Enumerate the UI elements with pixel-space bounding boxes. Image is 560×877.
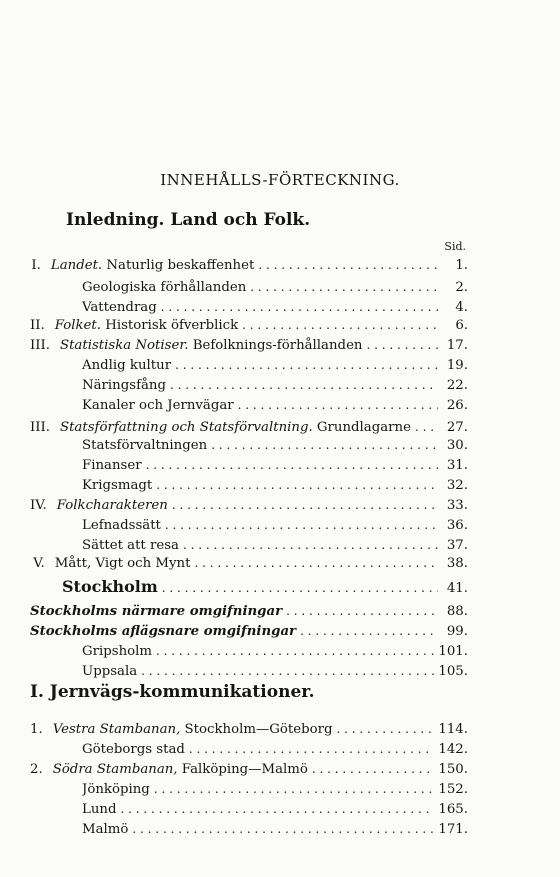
page-number: 22. bbox=[446, 378, 468, 393]
section-heading-jernvags: I. Jernvägs-kommunikationer. bbox=[30, 682, 315, 702]
toc-entry bbox=[30, 256, 468, 274]
page-number: 36. bbox=[446, 518, 468, 533]
leader-dots bbox=[156, 642, 434, 660]
leader-dots bbox=[172, 496, 438, 514]
entry-italic-title: Landet. bbox=[50, 258, 103, 273]
toc-entry bbox=[82, 298, 468, 316]
entry-label bbox=[82, 279, 246, 296]
leader-dots bbox=[161, 298, 438, 316]
toc-entry bbox=[82, 642, 468, 660]
entry-label bbox=[82, 517, 161, 534]
entry-number: III. bbox=[30, 420, 50, 435]
entry-label bbox=[30, 623, 296, 640]
toc-entry bbox=[30, 496, 468, 514]
toc-entry bbox=[82, 516, 468, 534]
entry-text: Mått, Vigt och Mynt bbox=[54, 556, 191, 571]
entry-label bbox=[53, 761, 308, 778]
leader-dots bbox=[194, 554, 438, 572]
leader-dots bbox=[300, 622, 438, 640]
entry-label bbox=[62, 578, 158, 596]
leader-dots bbox=[367, 336, 439, 354]
entry-text: Gripsholm bbox=[82, 644, 152, 659]
page-number: 2. bbox=[455, 280, 468, 295]
entry-italic-title: Folket. bbox=[54, 318, 101, 333]
page-number: 142. bbox=[438, 742, 468, 757]
leader-dots bbox=[250, 278, 438, 296]
entry-text: Stockholm—Göteborg bbox=[180, 722, 333, 737]
page-number: 171. bbox=[438, 822, 468, 837]
entry-label bbox=[82, 457, 142, 474]
entry-label bbox=[82, 643, 152, 660]
page-number: 150. bbox=[438, 762, 468, 777]
toc-entry bbox=[82, 278, 468, 296]
toc-entry bbox=[82, 536, 468, 554]
leader-dots bbox=[154, 780, 435, 798]
page-number: 26. bbox=[446, 398, 468, 413]
leader-dots bbox=[312, 760, 435, 778]
entry-label bbox=[51, 257, 254, 274]
entry-text: Statsförvaltningen bbox=[82, 438, 208, 453]
entry-label bbox=[82, 663, 137, 680]
toc-entry bbox=[82, 800, 468, 818]
entry-label bbox=[82, 477, 152, 494]
page-title: INNEHÅLLS-FÖRTECKNING. bbox=[160, 171, 400, 189]
entry-label bbox=[53, 721, 333, 738]
leader-dots bbox=[336, 720, 434, 738]
entry-text: Befolknings-förhållanden bbox=[188, 338, 363, 353]
page-number: 99. bbox=[446, 624, 468, 639]
page-number: 152. bbox=[438, 782, 468, 797]
page-number: 27. bbox=[446, 420, 468, 435]
entry-text: Uppsala bbox=[82, 664, 138, 679]
leader-dots bbox=[165, 516, 438, 534]
leader-dots bbox=[141, 662, 434, 680]
entry-text: Lefnadssätt bbox=[82, 518, 161, 533]
page-number: 32. bbox=[446, 478, 468, 493]
leader-dots bbox=[242, 316, 438, 334]
page-number: 114. bbox=[438, 722, 468, 737]
entry-number: IV. bbox=[30, 498, 47, 513]
toc-entry bbox=[82, 436, 468, 454]
entry-text: Falköping—Malmö bbox=[177, 762, 308, 777]
toc-entry bbox=[82, 396, 468, 414]
page-number: 17. bbox=[446, 338, 468, 353]
toc-entry bbox=[30, 554, 468, 572]
entry-number: V. bbox=[33, 556, 45, 571]
entry-label bbox=[30, 603, 282, 620]
entry-label bbox=[57, 497, 168, 514]
entry-italic-title: Stockholms närmare omgifningar bbox=[30, 604, 283, 619]
toc-entry bbox=[82, 456, 468, 474]
entry-label bbox=[60, 419, 411, 436]
leader-dots bbox=[162, 579, 438, 596]
toc-entry bbox=[30, 336, 468, 354]
toc-entry bbox=[82, 740, 468, 758]
toc-entry bbox=[82, 376, 468, 394]
page-number: 6. bbox=[455, 318, 468, 333]
entry-text: Geologiska förhållanden bbox=[82, 280, 247, 295]
page-number: 33. bbox=[446, 498, 468, 513]
page-number: 38. bbox=[446, 556, 468, 571]
entry-number: I. bbox=[31, 258, 41, 273]
entry-text: Historisk öfverblick bbox=[101, 318, 239, 333]
toc-entry bbox=[82, 780, 468, 798]
entry-number: 1. bbox=[30, 722, 43, 737]
leader-dots bbox=[211, 436, 438, 454]
entry-label bbox=[82, 741, 185, 758]
toc-entry bbox=[30, 622, 468, 640]
section-heading-inledning: Inledning. Land och Folk. bbox=[66, 210, 311, 230]
entry-italic-title: Södra Stambanan, bbox=[52, 762, 178, 777]
toc-entry bbox=[82, 356, 468, 374]
entry-text: Stockholm bbox=[62, 578, 158, 596]
leader-dots bbox=[120, 800, 434, 818]
toc-entry bbox=[62, 578, 468, 596]
leader-dots bbox=[156, 476, 438, 494]
toc-entry bbox=[82, 476, 468, 494]
entry-italic-title: Statistiska Notiser. bbox=[59, 338, 189, 353]
page-number: 30. bbox=[446, 438, 468, 453]
entry-text: Andlig kultur bbox=[82, 358, 172, 373]
leader-dots bbox=[189, 740, 435, 758]
toc-entry bbox=[82, 820, 468, 838]
toc-entry bbox=[30, 760, 468, 778]
entry-text: Krigsmagt bbox=[82, 478, 153, 493]
page-number: 37. bbox=[446, 538, 468, 553]
toc-entry bbox=[30, 418, 468, 436]
toc-entry bbox=[30, 720, 468, 738]
entry-italic-title: Stockholms aflägsnare omgifningar bbox=[30, 624, 297, 639]
entry-text: Lund bbox=[82, 802, 117, 817]
entry-label bbox=[82, 377, 166, 394]
entry-text: Grundlagarne bbox=[312, 420, 411, 435]
entry-text: Malmö bbox=[82, 822, 129, 837]
entry-label bbox=[82, 357, 171, 374]
entry-italic-title: Vestra Stambanan, bbox=[52, 722, 181, 737]
leader-dots bbox=[238, 396, 438, 414]
page-number: 31. bbox=[446, 458, 468, 473]
entry-text: Göteborgs stad bbox=[82, 742, 185, 757]
entry-label bbox=[55, 317, 238, 334]
leader-dots bbox=[286, 602, 438, 620]
entry-italic-title: Statsförfattning och Statsförvaltning. bbox=[59, 420, 313, 435]
entry-number: 2. bbox=[30, 762, 43, 777]
entry-text: Jönköping bbox=[82, 782, 150, 797]
leader-dots bbox=[183, 536, 438, 554]
entry-label bbox=[55, 555, 191, 572]
leader-dots bbox=[415, 418, 438, 436]
toc-entry bbox=[30, 602, 468, 620]
entry-text: Finanser bbox=[82, 458, 142, 473]
page-number: 165. bbox=[438, 802, 468, 817]
entry-label bbox=[82, 299, 157, 316]
page-number: 1. bbox=[455, 258, 468, 273]
page-column-label: Sid. bbox=[444, 240, 466, 253]
page-number: 88. bbox=[446, 604, 468, 619]
page-number: 41. bbox=[446, 581, 468, 596]
entry-italic-title: Folkcharakteren bbox=[56, 498, 168, 513]
entry-label bbox=[60, 337, 363, 354]
entry-text: Näringsfång bbox=[82, 378, 166, 393]
leader-dots bbox=[175, 356, 438, 374]
leader-dots bbox=[170, 376, 438, 394]
page-number: 19. bbox=[446, 358, 468, 373]
leader-dots bbox=[258, 256, 438, 274]
entry-text: Sättet att resa bbox=[82, 538, 179, 553]
entry-label bbox=[82, 537, 179, 554]
toc-entry bbox=[82, 662, 468, 680]
entry-text: Kanaler och Jernvägar bbox=[82, 398, 234, 413]
entry-text: Naturlig beskaffenhet bbox=[102, 258, 255, 273]
entry-label bbox=[82, 821, 128, 838]
entry-text: Vattendrag bbox=[82, 300, 157, 315]
toc-entry bbox=[30, 316, 468, 334]
entry-label bbox=[82, 781, 150, 798]
entry-label bbox=[82, 437, 207, 454]
page-number: 4. bbox=[455, 300, 468, 315]
entry-number: II. bbox=[30, 318, 45, 333]
page-number: 105. bbox=[438, 664, 468, 679]
leader-dots bbox=[132, 820, 434, 838]
entry-label bbox=[82, 397, 234, 414]
entry-label bbox=[82, 801, 116, 818]
entry-number: III. bbox=[30, 338, 50, 353]
page-number: 101. bbox=[438, 644, 468, 659]
leader-dots bbox=[146, 456, 438, 474]
